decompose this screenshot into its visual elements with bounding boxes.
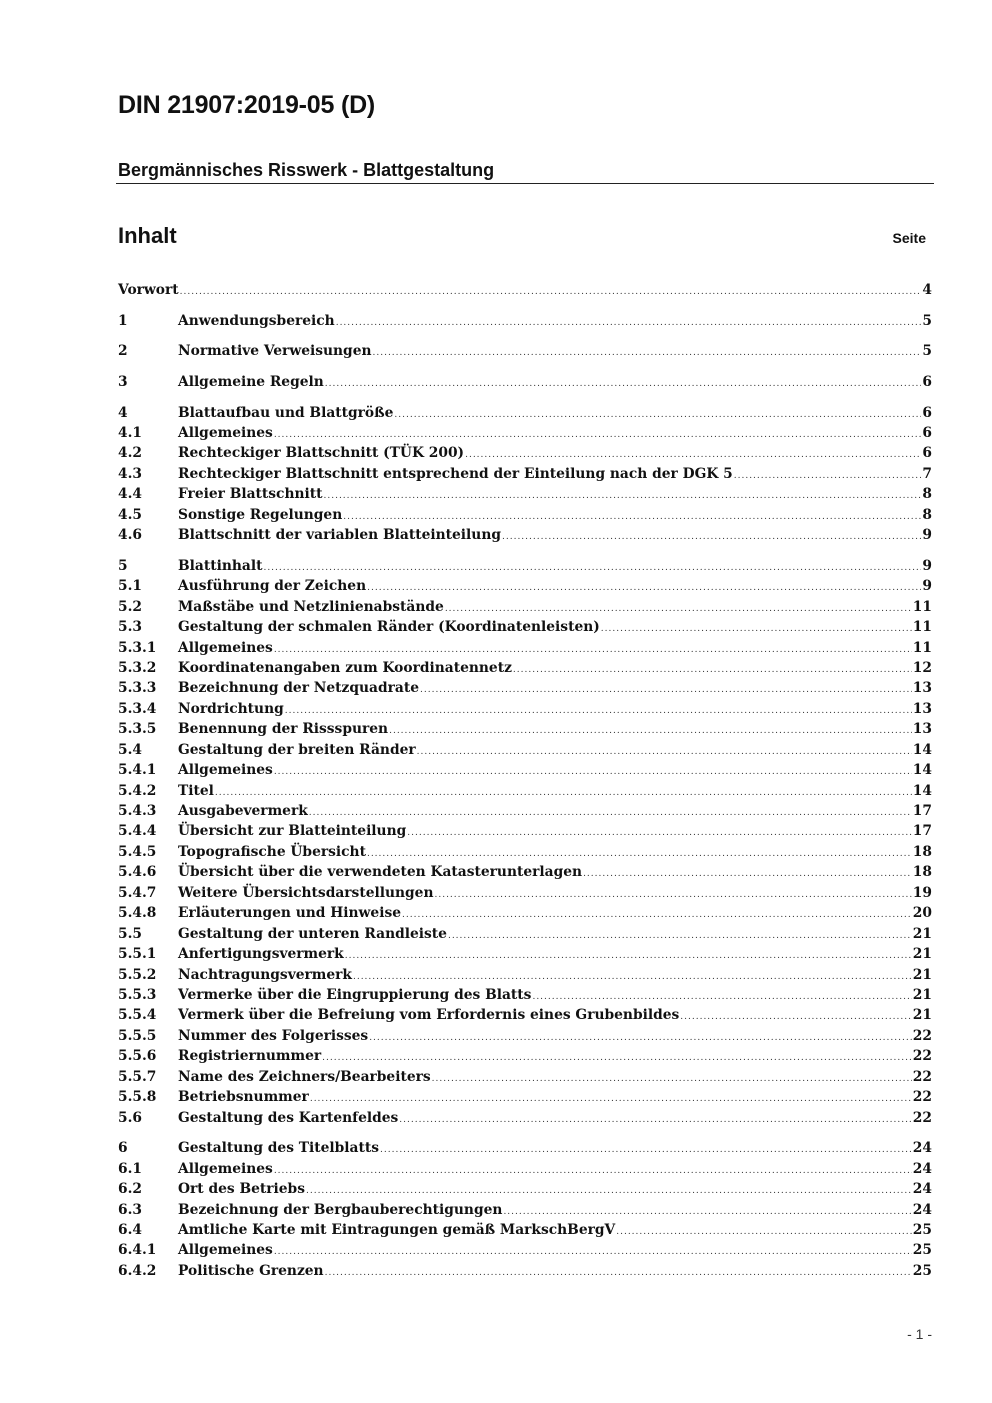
toc-entry-number: 5.5.5 [118, 1027, 157, 1044]
toc-entry-page: 18 [912, 843, 932, 860]
toc-entry-number: 5.4.1 [118, 762, 157, 779]
toc-entry-page: 25 [912, 1242, 932, 1259]
toc-entry-number: Vorwort [118, 282, 179, 298]
toc-entry-number: 5.4 [118, 741, 143, 758]
toc-entry-number: 5.5.7 [118, 1068, 157, 1085]
toc-entry-title: Bezeichnung der Netzquadrate [178, 680, 419, 697]
toc-entry-page: 14 [912, 741, 932, 758]
toc-dot-leader [274, 1161, 912, 1181]
toc-entry[interactable] [118, 1240, 932, 1260]
toc-entry[interactable] [118, 280, 932, 300]
toc-entry[interactable] [118, 842, 932, 862]
toc-entry-number: 5.5.4 [118, 1007, 157, 1024]
toc-dot-leader [532, 987, 911, 1007]
toc-entry-page: 17 [912, 823, 932, 840]
toc-dot-leader [445, 599, 912, 619]
toc-entry[interactable] [118, 1026, 932, 1046]
toc-dot-leader [369, 1028, 912, 1048]
toc-entry-page: 22 [912, 1048, 932, 1065]
toc-entry-number: 5.4.3 [118, 803, 157, 819]
toc-entry-page: 6 [922, 404, 932, 421]
toc-entry-number: 5.5.8 [118, 1089, 157, 1106]
toc-dot-leader [417, 742, 912, 762]
toc-entry-number: 5.3.3 [118, 680, 157, 697]
toc-entry-title: Ausgabevermerk [178, 803, 308, 819]
toc-entry-page: 11 [912, 619, 932, 636]
page-number: - 1 - [907, 1326, 932, 1342]
toc-entry-number: 5.4.8 [118, 905, 157, 922]
toc-entry-number: 5.5.2 [118, 966, 157, 983]
toc-dot-leader [180, 282, 922, 302]
table-of-contents [118, 280, 932, 1281]
toc-entry-page: 19 [912, 884, 932, 901]
toc-entry-page: 24 [912, 1160, 932, 1177]
toc-entry-page: 24 [912, 1181, 932, 1198]
toc-entry-page: 25 [912, 1262, 932, 1279]
toc-entry-number: 4.5 [118, 506, 143, 523]
toc-entry-title: Amtliche Karte mit Eintragungen gemäß MarkschBergV [178, 1221, 616, 1238]
toc-dot-leader [274, 425, 922, 445]
toc-dot-leader [465, 445, 921, 465]
toc-entry-title: Anfertigungsvermerk [178, 946, 344, 963]
toc-entry-number: 4.2 [118, 445, 143, 462]
toc-entry-page: 7 [922, 465, 932, 482]
toc-entry[interactable] [118, 760, 932, 780]
toc-dot-leader [309, 803, 912, 823]
toc-entry[interactable] [118, 1179, 932, 1199]
toc-entry-title: Allgemeine Regeln [178, 373, 324, 390]
toc-entry-page: 17 [912, 803, 932, 819]
toc-entry-number: 5.4.6 [118, 864, 157, 881]
toc-dot-leader [367, 844, 912, 864]
toc-entry[interactable] [118, 965, 932, 985]
toc-dot-leader [324, 486, 922, 506]
toc-entry-page: 5 [922, 343, 932, 360]
toc-entry-number: 5.1 [118, 578, 143, 595]
toc-entry-title: Gestaltung der breiten Ränder [178, 741, 416, 758]
toc-entry[interactable] [118, 341, 932, 361]
toc-entry-title: Gestaltung des Kartenfeldes [178, 1109, 399, 1126]
toc-entry-page: 20 [912, 905, 932, 922]
toc-entry-page: 25 [912, 1221, 932, 1238]
toc-entry-number: 6.1 [118, 1160, 143, 1177]
toc-entry-title: Erläuterungen und Hinweise [178, 905, 402, 922]
toc-entry[interactable] [118, 311, 932, 331]
toc-entry-number: 5.4.2 [118, 782, 157, 799]
toc-dot-leader [583, 864, 912, 884]
toc-entry-page: 21 [912, 986, 932, 1003]
toc-entry[interactable] [118, 443, 932, 463]
toc-entry-title: Bezeichnung der Bergbauberechtigungen [178, 1201, 503, 1218]
toc-entry[interactable] [118, 464, 932, 484]
toc-entry-number: 4.4 [118, 486, 143, 503]
toc-entry-number: 3 [118, 373, 128, 390]
toc-entry-number: 1 [118, 312, 128, 329]
toc-dot-leader [343, 507, 921, 527]
toc-dot-leader [215, 783, 912, 803]
toc-entry-number: 4 [118, 404, 128, 421]
toc-dot-leader [394, 405, 921, 425]
toc-entry[interactable] [118, 576, 932, 596]
toc-entry-title: Normative Verweisungen [178, 343, 372, 360]
toc-dot-leader [274, 762, 912, 782]
toc-entry-page: 18 [912, 864, 932, 881]
toc-dot-leader [399, 1110, 912, 1130]
toc-entry-page: 21 [912, 966, 932, 983]
toc-entry-page: 9 [922, 578, 932, 595]
toc-dot-leader [420, 680, 912, 700]
toc-entry-title: Blattschnitt der variablen Blatteinteilung [178, 527, 501, 544]
toc-entry-title: Allgemeines [178, 1160, 273, 1177]
toc-entry-title: Rechteckiger Blattschnitt (TÜK 200) [178, 445, 465, 462]
toc-entry[interactable] [118, 821, 932, 841]
toc-entry[interactable] [118, 924, 932, 944]
document-id: DIN 21907:2019-05 (D) [118, 91, 376, 119]
toc-entry-number: 4.6 [118, 527, 143, 544]
toc-entry-title: Betriebsnummer [178, 1089, 309, 1106]
toc-entry-number: 5.6 [118, 1109, 143, 1126]
toc-entry-page: 9 [922, 527, 932, 544]
toc-entry-number: 6.4 [118, 1221, 143, 1238]
toc-entry-number: 5.3.4 [118, 700, 157, 717]
toc-dot-leader [325, 1263, 912, 1283]
toc-entry[interactable] [118, 801, 932, 821]
toc-dot-leader [513, 660, 912, 680]
toc-entry-title: Allgemeines [178, 424, 273, 441]
toc-entry-page: 14 [912, 762, 932, 779]
toc-dot-leader [448, 926, 912, 946]
toc-entry-page: 6 [922, 424, 932, 441]
toc-entry-number: 5.5.1 [118, 946, 157, 963]
toc-dot-leader [345, 946, 912, 966]
toc-dot-leader [310, 1089, 912, 1109]
toc-entry-number: 5 [118, 557, 128, 574]
toc-entry-page: 13 [912, 680, 932, 697]
toc-entry[interactable] [118, 556, 932, 576]
toc-entry[interactable] [118, 638, 932, 658]
toc-dot-leader [336, 313, 922, 333]
toc-entry[interactable] [118, 1005, 932, 1025]
toc-entry-number: 5.4.4 [118, 823, 157, 840]
toc-entry-number: 5.2 [118, 598, 143, 615]
toc-entry-title: Nachtragungsvermerk [178, 966, 352, 983]
toc-dot-leader [285, 701, 912, 721]
toc-entry-title: Koordinatenangaben zum Koordinatennetz [178, 659, 512, 676]
toc-entry-title: Vermerk über die Befreiung vom Erfordernis eines Grubenbildes [178, 1007, 680, 1024]
toc-entry-title: Übersicht zur Blatteinteilung [178, 823, 407, 840]
toc-entry-title: Anwendungsbereich [178, 312, 335, 329]
toc-dot-leader [502, 527, 921, 547]
toc-dot-leader [601, 619, 912, 639]
toc-entry-title: Maßstäbe und Netzlinienabstände [178, 598, 444, 615]
toc-entry-title: Politische Grenzen [178, 1262, 324, 1279]
toc-entry-title: Sonstige Regelungen [178, 506, 343, 523]
toc-entry[interactable] [118, 1200, 932, 1220]
toc-entry[interactable] [118, 1108, 932, 1128]
toc-entry-number: 5.3 [118, 619, 143, 636]
toc-entry[interactable] [118, 1067, 932, 1087]
toc-entry[interactable] [118, 403, 932, 423]
toc-dot-leader [274, 1242, 912, 1262]
toc-entry[interactable] [118, 658, 932, 678]
toc-entry[interactable] [118, 944, 932, 964]
toc-entry-title: Titel [178, 782, 214, 799]
toc-entry-title: Blattaufbau und Blattgröße [178, 404, 394, 421]
toc-entry[interactable] [118, 883, 932, 903]
toc-entry-title: Gestaltung der schmalen Ränder (Koordinatenleisten) [178, 619, 600, 636]
toc-entry-page: 22 [912, 1109, 932, 1126]
toc-entry-title: Gestaltung der unteren Randleiste [178, 925, 447, 942]
toc-dot-leader [503, 1202, 911, 1222]
toc-entry-page: 9 [922, 557, 932, 574]
toc-entry-page: 21 [912, 925, 932, 942]
toc-entry-number: 5.3.1 [118, 639, 157, 656]
toc-dot-leader [434, 885, 911, 905]
toc-entry-page: 8 [922, 486, 932, 503]
toc-entry-page: 6 [922, 373, 932, 390]
toc-entry[interactable] [118, 781, 932, 801]
toc-entry[interactable] [118, 1220, 932, 1240]
toc-entry-page: 13 [912, 721, 932, 738]
toc-entry-number: 6 [118, 1140, 128, 1157]
toc-entry-title: Ausführung der Zeichen [178, 578, 367, 595]
toc-entry[interactable] [118, 617, 932, 637]
toc-entry[interactable] [118, 372, 932, 392]
document-subtitle: Bergmännisches Risswerk - Blattgestaltung [118, 160, 495, 180]
toc-entry[interactable] [118, 1138, 932, 1158]
toc-entry-page: 8 [922, 506, 932, 523]
toc-entry-title: Rechteckiger Blattschnitt entsprechend der Einteilung nach der DGK 5 [178, 465, 733, 482]
toc-entry[interactable] [118, 699, 932, 719]
toc-entry-title: Benennung der Rissspuren [178, 721, 389, 738]
toc-entry[interactable] [118, 423, 932, 443]
toc-entry[interactable] [118, 1046, 932, 1066]
toc-dot-leader [263, 558, 921, 578]
toc-entry-number: 5.5.3 [118, 986, 157, 1003]
toc-entry[interactable] [118, 1087, 932, 1107]
toc-dot-leader [734, 466, 922, 486]
toc-entry-number: 4.3 [118, 465, 143, 482]
toc-entry-number: 2 [118, 343, 128, 360]
toc-entry-title: Registriernummer [178, 1048, 322, 1065]
toc-dot-leader [432, 1069, 912, 1089]
toc-entry-page: 5 [922, 312, 932, 329]
toc-entry-number: 6.2 [118, 1181, 143, 1198]
toc-entry-page: 21 [912, 1007, 932, 1024]
toc-entry-page: 4 [922, 282, 932, 298]
toc-entry-page: 22 [912, 1089, 932, 1106]
toc-entry-title: Nordrichtung [178, 700, 284, 717]
toc-entry[interactable] [118, 740, 932, 760]
toc-entry-title: Weitere Übersichtsdarstellungen [178, 884, 434, 901]
toc-entry[interactable] [118, 505, 932, 525]
toc-entry-page: 21 [912, 946, 932, 963]
toc-entry-page: 11 [912, 639, 932, 656]
toc-dot-leader [325, 374, 922, 394]
toc-entry-page: 6 [922, 445, 932, 462]
toc-dot-leader [353, 967, 912, 987]
toc-entry-title: Gestaltung des Titelblatts [178, 1140, 380, 1157]
toc-entry-page: 13 [912, 700, 932, 717]
toc-entry[interactable] [118, 985, 932, 1005]
toc-entry-page: 24 [912, 1201, 932, 1218]
toc-dot-leader [402, 905, 912, 925]
toc-dot-leader [322, 1048, 912, 1068]
toc-dot-leader [274, 640, 912, 660]
toc-entry-number: 5.4.5 [118, 843, 157, 860]
header-divider [116, 183, 934, 184]
toc-entry[interactable] [118, 903, 932, 923]
toc-entry-number: 6.3 [118, 1201, 143, 1218]
toc-dot-leader [367, 578, 921, 598]
toc-entry-number: 5.4.7 [118, 884, 157, 901]
toc-entry[interactable] [118, 484, 932, 504]
toc-entry[interactable] [118, 1261, 932, 1281]
toc-entry[interactable] [118, 525, 932, 545]
toc-entry-number: 5.5 [118, 925, 143, 942]
toc-entry-title: Allgemeines [178, 1242, 273, 1259]
toc-entry-title: Ort des Betriebs [178, 1181, 305, 1198]
toc-entry[interactable] [118, 678, 932, 698]
toc-dot-leader [373, 343, 922, 363]
toc-entry-page: 11 [912, 598, 932, 615]
toc-dot-leader [407, 823, 912, 843]
toc-entry-title: Name des Zeichners/Bearbeiters [178, 1068, 431, 1085]
toc-entry[interactable] [118, 1159, 932, 1179]
toc-entry-title: Blattinhalt [178, 557, 263, 574]
toc-heading: Inhalt [118, 223, 177, 248]
toc-entry[interactable] [118, 597, 932, 617]
toc-dot-leader [680, 1007, 912, 1027]
toc-entry-number: 4.1 [118, 424, 143, 441]
toc-entry-title: Vermerke über die Eingruppierung des Blatts [178, 986, 532, 1003]
toc-entry-title: Allgemeines [178, 762, 273, 779]
toc-entry-number: 5.3.5 [118, 721, 157, 738]
toc-entry-title: Übersicht über die verwendeten Katasterunterlagen [178, 864, 583, 881]
toc-entry-page: 22 [912, 1027, 932, 1044]
toc-entry[interactable] [118, 862, 932, 882]
toc-dot-leader [616, 1222, 912, 1242]
toc-entry-page: 14 [912, 782, 932, 799]
toc-dot-leader [380, 1140, 912, 1160]
toc-dot-leader [306, 1181, 912, 1201]
toc-entry[interactable] [118, 719, 932, 739]
toc-entry-number: 6.4.1 [118, 1242, 157, 1259]
toc-entry-page: 24 [912, 1140, 932, 1157]
toc-entry-title: Allgemeines [178, 639, 273, 656]
toc-entry-title: Nummer des Folgerisses [178, 1027, 369, 1044]
toc-entry-number: 5.5.6 [118, 1048, 157, 1065]
toc-entry-title: Freier Blattschnitt [178, 486, 323, 503]
toc-entry-number: 6.4.2 [118, 1262, 157, 1279]
toc-entry-number: 5.3.2 [118, 659, 157, 676]
page-column-label: Seite [892, 230, 926, 246]
toc-entry-page: 22 [912, 1068, 932, 1085]
toc-dot-leader [389, 721, 912, 741]
toc-entry-title: Topografische Übersicht [178, 843, 366, 860]
toc-entry-page: 12 [912, 659, 932, 676]
